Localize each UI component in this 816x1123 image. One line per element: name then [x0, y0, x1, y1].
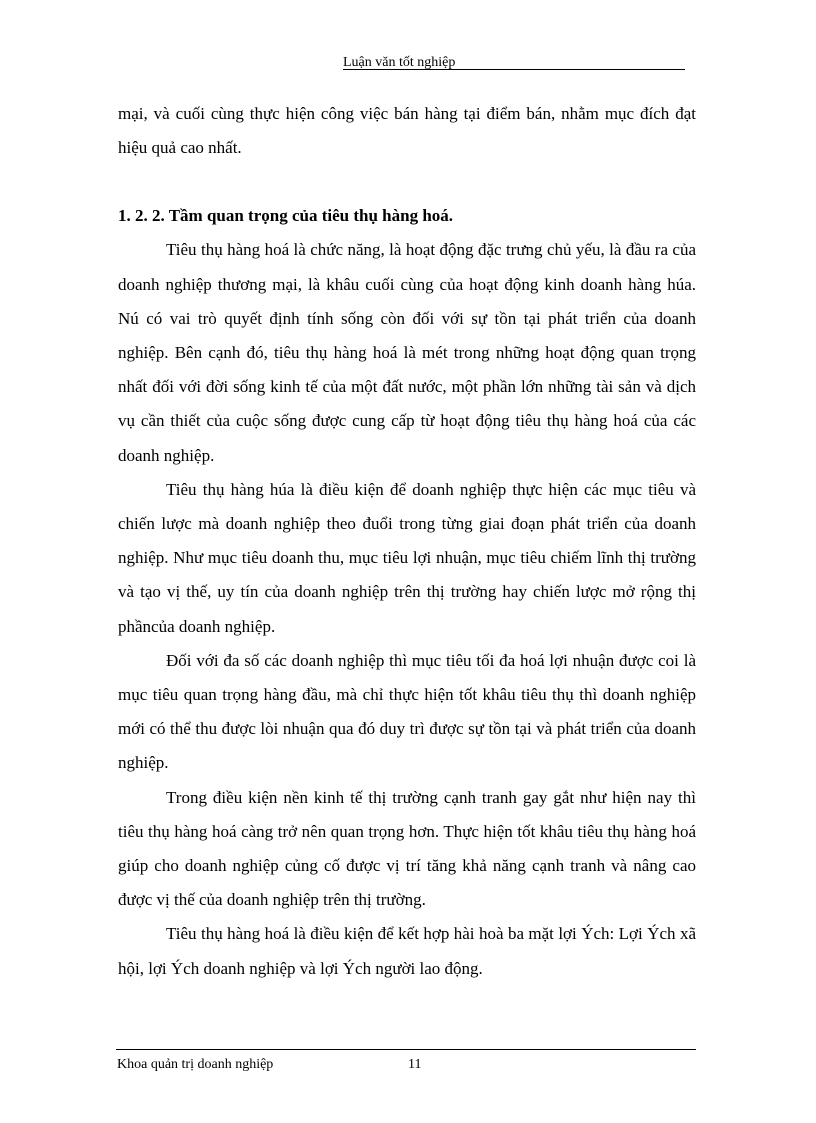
paragraph-5: Tiêu thụ hàng hoá là điều kiện để kết hợp hài hoà ba mặt lợi Ých: Lợi Ých xã hội, lợi Ých doanh nghiệp và lợi Ých người lao động. — [118, 924, 696, 978]
continuation-paragraph: mại, và cuối cùng thực hiện công việc bán hàng tại điểm bán, nhằm mục đích đạt hiệu quả cao nhất. — [118, 104, 696, 158]
paragraph-4: Trong điều kiện nền kinh tế thị trường cạnh tranh gay gắt như hiện nay thì tiêu thụ hàng hoá càng trở nên quan trọng hơn. Thực hiện tốt khâu tiêu thụ hàng hoá giúp cho doanh nghiệp củng cố được vị trí tăng khả năng cạnh tranh và nâng cao được vị thế của doanh nghiệp trên thị trường. — [118, 787, 696, 910]
footer-department: Khoa quản trị doanh nghiệp — [117, 1057, 274, 1072]
paragraph-3: Đối với đa số các doanh nghiệp thì mục tiêu tối đa hoá lợi nhuận được coi là mục tiêu quan trọng hàng đầu, mà chỉ thực hiện tốt khâu tiêu thụ thì doanh nghiệp mới có thể thu được lòi nhuận qua đó duy trì được sự tồn tại và phát triển của doanh nghiệp. — [118, 650, 696, 773]
document-body — [118, 97, 696, 986]
section-heading: 1. 2. 2. Tầm quan trọng của tiêu thụ hàng hoá. — [118, 206, 454, 226]
header-rule — [343, 69, 685, 70]
paragraph-2: Tiêu thụ hàng húa là điều kiện để doanh nghiệp thực hiện các mục tiêu và chiến lược mà doanh nghiệp theo đuổi trong từng giai đoạn phát triển của doanh nghiệp. Như mục tiêu doanh thu, mục tiêu lợi nhuận, mục tiêu chiếm lĩnh thị trường và tạo vị thế, uy tín của doanh nghiệp trên thị trường hay chiến lược mở rộng thị phầncủa doanh nghiệp. — [118, 479, 696, 636]
paragraph-1: Tiêu thụ hàng hoá là chức năng, là hoạt động đặc trưng chủ yếu, là đầu ra của doanh nghiệp thương mại, là khâu cuối cùng của hoạt động kinh doanh hàng húa. Nú có vai trò quyết định tính sống còn đối với sự tồn tại phát triển của doanh nghiệp. Bên cạnh đó, tiêu thụ hàng hoá là mét trong những hoạt động quan trọng nhất đối với đời sống kinh tế của một đất nước, một phần lớn những tài sản và dịch vụ cần thiết của cuộc sống được cung cấp từ hoạt động tiêu thụ hàng hoá của các doanh nghiệp. — [118, 240, 696, 465]
page-number: 11 — [408, 1057, 422, 1072]
header-title: Luận văn tốt nghiệp — [343, 55, 456, 70]
footer-rule — [116, 1049, 696, 1050]
